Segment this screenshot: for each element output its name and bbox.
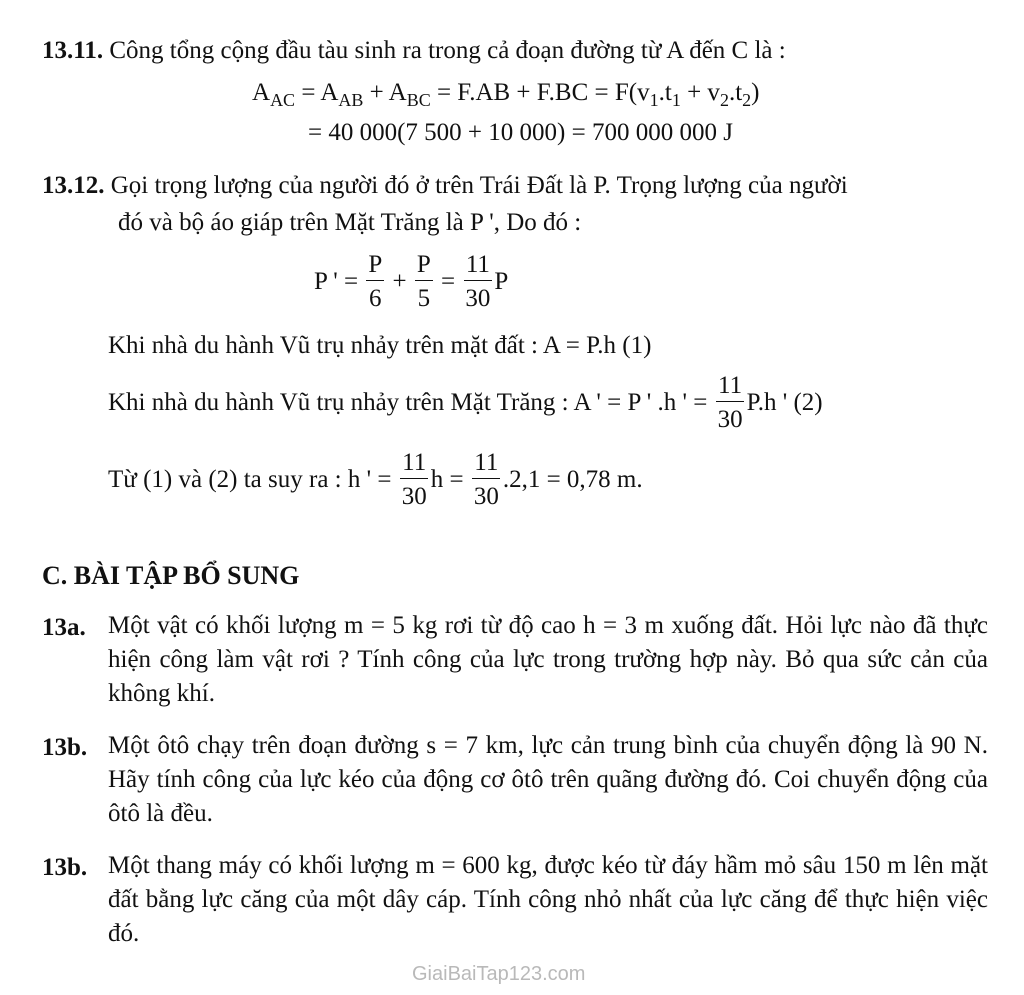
problem-label: 13b. (42, 854, 88, 881)
problem-label: 13b. (42, 734, 88, 761)
equation-work-value: = 40 000(7 500 + 10 000) = 700 000 000 J (308, 119, 733, 146)
exercise-13-11-text: Công tổng cộng đầu tàu sinh ra trong cả đoạn đường từ A đến C là : (109, 37, 786, 64)
fraction: $\frac{P}{5}$ (416, 251, 431, 312)
moon-jump-line: Khi nhà du hành Vũ trụ nhảy trên Mặt Trăng : A ' = P ' .h ' = $\frac{11}{30}$ P.h ' (2) (108, 372, 823, 433)
problem-text: Một ôtô chạy trên đoạn đường s = 7 km, lực cản trung bình của chuyển động là 90 N. Hãy tính công của lực kéo của động cơ ôtô trên quãng đường đó. Coi chuyển động của ôtô là đều. (108, 732, 988, 827)
fraction: $\frac{P}{6}$ (368, 251, 383, 312)
fraction: $\frac{11}{30}$ (465, 251, 491, 312)
exercise-13-12-line2: đó và bộ áo giáp trên Mặt Trăng là P ', Do đó : (118, 209, 582, 236)
exercise-13-12-heading (42, 173, 848, 198)
fraction: $\frac{11}{30}$ (401, 449, 427, 510)
result-line: Từ (1) và (2) ta suy ra : h ' = $\frac{11}{30}$ h = $\frac{11}{30}$ .2,1 = 0,78 m. (108, 449, 643, 510)
section-title: C. BÀI TẬP BỔ SUNG (42, 561, 300, 590)
problem-label: 13a. (42, 614, 86, 641)
fraction: $\frac{11}{30}$ (473, 449, 499, 510)
exercise-13-11-heading (42, 38, 786, 63)
watermark: GiaiBaiTap123.com (412, 963, 586, 985)
earth-jump-line: Khi nhà du hành Vũ trụ nhảy trên mặt đất : A = P.h (1) (108, 332, 652, 359)
problem-text: Một thang máy có khối lượng m = 600 kg, được kéo từ đáy hầm mỏ sâu 150 m lên mặt đất bằng lực căng của một dây cáp. Tính công nhỏ nhất của lực căng để thực hiện việc đó. (108, 852, 988, 947)
exercise-13-12-line1: Gọi trọng lượng của người đó ở trên Trái Đất là P. Trọng lượng của người (110, 172, 848, 199)
equation-work-total: $A_{AC} = A_{AB} + A_{BC} = F.AB + F.BC = F(v_1.t_1 + v_2.t_2)$ (252, 79, 760, 110)
equation-moon-weight: P ' = $\frac{P}{6}$ + $\frac{P}{5}$ = $\frac{11}{30}$ P (314, 251, 509, 312)
exercise-13-11-label: 13.11. (42, 37, 104, 64)
fraction: $\frac{11}{30}$ (717, 372, 743, 433)
exercise-13-12-label: 13.12. (42, 172, 105, 199)
problem-text: Một vật có khối lượng m = 5 kg rơi từ độ cao h = 3 m xuống đất. Hỏi lực nào đã thực hiện công làm vật rơi ? Tính công của lực trong trường hợp này. Bỏ qua sức cản của không khí. (108, 612, 988, 707)
